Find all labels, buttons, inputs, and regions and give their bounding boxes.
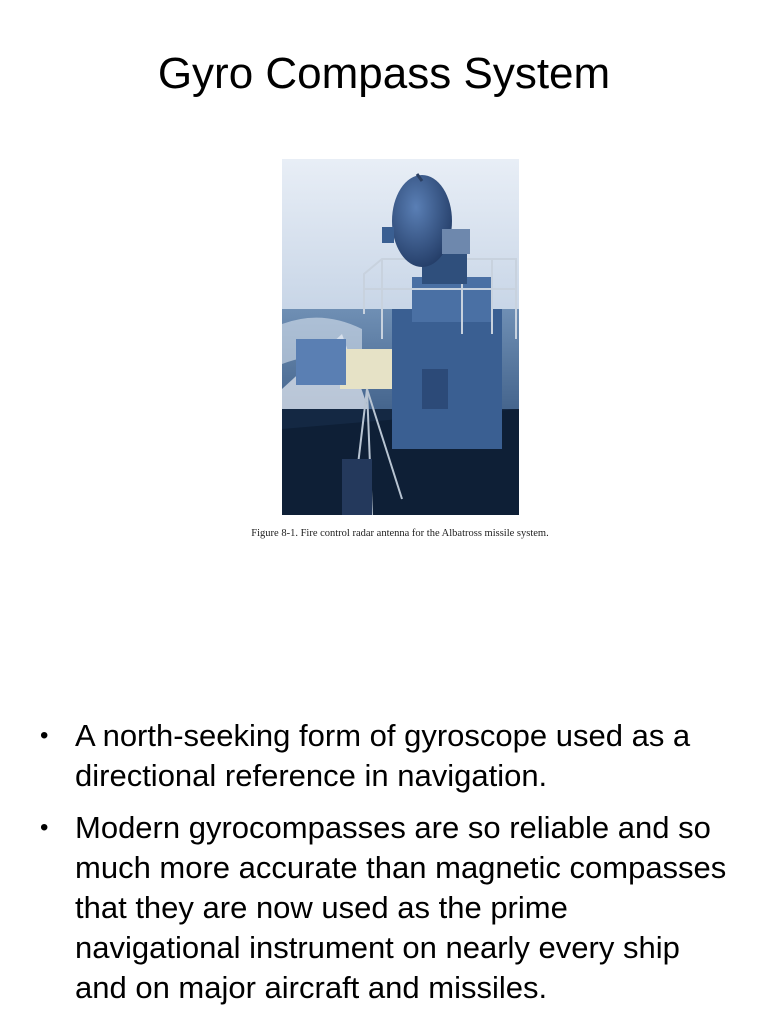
figure [218,156,582,546]
bullet-text: Modern gyrocompasses are so reliable and so much more accurate than magnetic compasses that they are now used as the prime navigational instrument on nearly every ship and on major aircraft and missiles. [75,810,727,1005]
bullet-marker: • [40,722,49,749]
bullet-marker: • [40,814,49,841]
bullet-item [40,808,740,1008]
bullet-item [40,716,740,796]
figure-caption: Figure 8-1. Fire control radar antenna for the Albatross missile system. [251,528,549,539]
bullet-list [40,716,740,1020]
slide-title: Gyro Compass System [157,49,611,98]
radar-antenna-photo [282,159,519,515]
bullet-text: A north-seeking form of gyroscope used as a directional reference in navigation. [75,718,691,793]
